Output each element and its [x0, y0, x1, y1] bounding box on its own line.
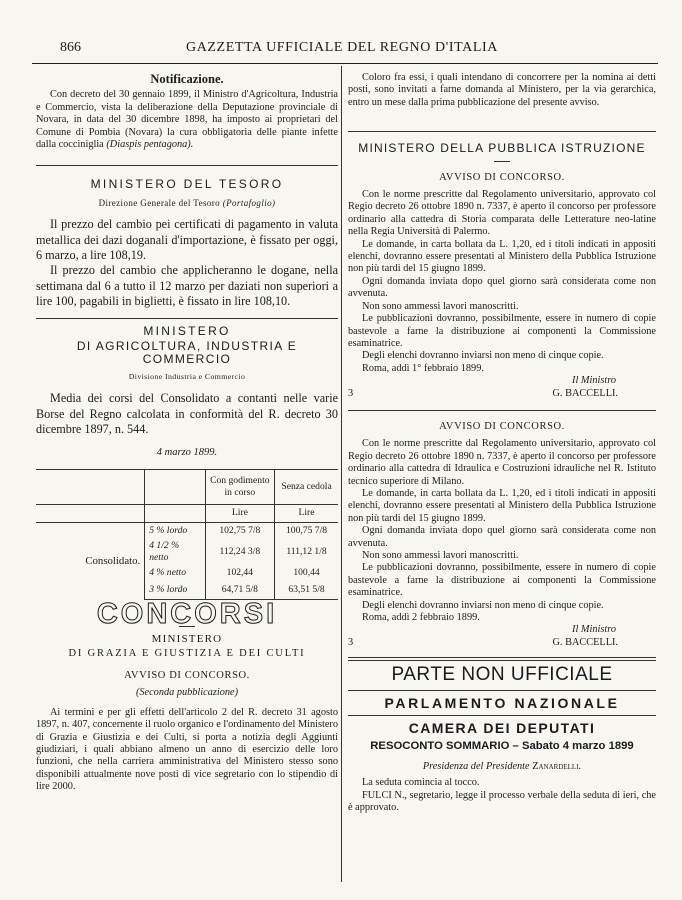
unit-lire-1: Lire: [205, 504, 274, 522]
agricoltura-heading-1: MINISTERO: [143, 323, 231, 338]
page-header: [24, 38, 660, 58]
concorsi-title: CONCORSI: [96, 597, 278, 630]
grazia-avviso-title: AVVISO DI CONCORSO.: [124, 669, 250, 681]
section-rule: [36, 318, 338, 319]
seduta-para-1: La seduta comincia al tocco.: [362, 777, 480, 789]
avviso-2-para: Con le norme prescritte dal Regolamento universitario, approvato col Regio decreto 26 ottobre 1890 n. 7337, è aperto il concorso per professore ordinario alla cattedra di Idraulica e Costruzioni idrauliche nel R. Istituto tecnico superiore di Milano.: [348, 438, 656, 487]
grazia-pubblicazione: (Seconda pubblicazione): [135, 687, 239, 699]
parlamento-heading: PARLAMENTO NAZIONALE: [384, 694, 620, 711]
avviso-1-title: AVVISO DI CONCORSO.: [439, 171, 565, 183]
grazia-ministero: MINISTERO: [151, 633, 223, 646]
table-units-row: [36, 504, 338, 522]
section-double-rule: [348, 657, 656, 661]
avviso-1-signer: G. BACCELLI.: [552, 387, 618, 399]
avviso-2-signer: G. BACCELLI.: [552, 636, 618, 648]
section-rule: [348, 131, 656, 132]
grazia-subtitle: DI GRAZIA E GIUSTIZIA E DEI CULTI: [68, 647, 306, 659]
row-value-1: 112,24 3/8: [205, 540, 274, 565]
avviso-1-para: Con le norme prescritte dal Regolamento universitario, approvato col Regio decreto 26 ottobre 1890 n. 7337, è aperto il concorso per professore ordinario alla cattedra di Storia comparata delle Letterature neo-latine nella Regia Università di Palermo.: [348, 189, 656, 238]
seduta-para-2: FULCI N., segretario, legge il processo verbale della seduta di ieri, che è approvato.: [348, 789, 656, 814]
table-row: [36, 522, 338, 540]
avviso-2-signature-line: [348, 637, 656, 649]
grazia-text: Ai termini e per gli effetti dell'articolo 2 del R. decreto 31 agosto 1897, n. 407, concernente il ruolo organico e l'ordinamento del Ministero di Grazia e Giustizia e dei Culti, si porta a notizia degli Aggiunti giudiziari, i quali abbiano almeno un anno di esercizio delle loro funzioni, che nella carriera amministrativa del Ministero stesso sono disponibili attualmente nove posti di vice segretario con lo stipendio di lire 2000.: [36, 706, 338, 793]
avviso-2-para: Degli elenchi dovranno inviarsi non meno di cinque copie.: [362, 599, 604, 611]
left-column: [36, 66, 338, 794]
avviso-2-signer-title: Il Ministro: [572, 624, 616, 636]
species-name: (Diaspis pentagona).: [106, 139, 194, 151]
avviso-1-para: Le pubblicazioni dovranno, possibilmente, essere in numero di copie bastevole a farne la distribuzione ai componenti la Commissione esaminatrice.: [348, 313, 656, 349]
column-divider: [341, 66, 342, 882]
section-rule: [348, 410, 656, 411]
short-rule: [494, 161, 510, 162]
tesoro-heading: MINISTERO DEL TESORO: [90, 177, 284, 192]
row-value-1: 102,75 7/8: [205, 522, 274, 540]
resoconto-heading: RESOCONTO SOMMARIO – Sabato 4 marzo 1899: [370, 740, 634, 753]
avviso-2-date: Roma, addì 2 febbraio 1899.: [362, 612, 480, 624]
table-header-row: [36, 469, 338, 504]
masthead: GAZZETTA UFFICIALE DEL REGNO D'ITALIA: [185, 40, 499, 55]
avviso-2-number: 3: [348, 636, 354, 648]
tesoro-direction: Direzione Generale del Tesoro (Portafoglio): [98, 197, 276, 208]
unit-lire-2: Lire: [275, 504, 338, 522]
agricoltura-date: 4 marzo 1899.: [156, 446, 218, 458]
parte-non-ufficiale-title: PARTE NON UFFICIALE: [391, 664, 613, 686]
avviso-1-para: Le domande, in carta bollata da L. 1,20, ed i titoli indicati in appositi elenchi, dovranno essere presentati al Ministero della Pubblica Istruzione non più tardi del 15 giugno 1899.: [348, 238, 656, 275]
avviso-1-date: Roma, addì 1° febbraio 1899.: [362, 362, 484, 374]
right-column: [348, 66, 656, 815]
agricoltura-intro: Media dei corsi del Consolidato a contanti nelle varie Borse del Regno calcolata in conformità del R. decreto 30 dicembre 1897, n. 544.: [36, 391, 338, 437]
avviso-1-para: Degli elenchi dovranno inviarsi non meno di cinque copie.: [362, 350, 604, 362]
avviso-2-para: Le domande, in carta bollata da L. 1,20, ed i titoli indicati in appositi elenchi, dovranno essere presentati al Ministero della Pubblica Istruzione non più tardi del 15 giugno 1899.: [348, 487, 656, 524]
grazia-text-continued: Coloro fra essi, i quali intendano di concorrere per la nomina ai detti posti, sono invitati a farne domanda al Ministero, per la via gerarchica, entro un mese dalla prima pubblicazione del presente avviso.: [348, 72, 656, 108]
avviso-2-para: Non sono ammessi lavori manoscritti.: [362, 550, 519, 561]
consolidato-table: [36, 469, 338, 600]
col-senza-cedola: Senza cedola: [275, 469, 338, 504]
istruzione-heading: MINISTERO DELLA PUBBLICA ISTRUZIONE: [358, 141, 646, 156]
avviso-2-para: Le pubblicazioni dovranno, possibilmente, essere in numero di copie bastevole a farne la distribuzione ai componenti la Commissione esaminatrice.: [348, 562, 656, 599]
avviso-2-title: AVVISO DI CONCORSO.: [439, 420, 565, 432]
row-value-1: 102,44: [205, 565, 274, 582]
consolidato-label: Consolidato.: [36, 522, 145, 599]
camera-heading: CAMERA DEI DEPUTATI: [408, 720, 596, 737]
row-name: 4 % netto: [145, 565, 205, 582]
row-value-2: 63,51 5/8: [275, 582, 338, 600]
avviso-1-para: Ogni domanda inviata dopo quel giorno sarà considerata come non avvenuta.: [348, 275, 656, 300]
agricoltura-division: Divisione Industria e Commercio: [128, 371, 246, 381]
avviso-1-signature-line: [348, 388, 656, 400]
section-rule: [348, 715, 656, 716]
notificazione-title: Notificazione.: [150, 72, 224, 86]
avviso-1-signer-title: Il Ministro: [572, 375, 616, 387]
avviso-1-number: 3: [348, 387, 354, 399]
section-rule: [348, 690, 656, 691]
row-value-2: 111,12 1/8: [275, 540, 338, 565]
header-rule: [32, 63, 658, 64]
row-value-1: 64,71 5/8: [205, 582, 274, 600]
col-godimento: Con godimento in corso: [205, 469, 274, 504]
page-number: 866: [60, 40, 81, 55]
row-name: 5 % lordo: [145, 522, 205, 540]
avviso-2-para: Ogni domanda inviata dopo quel giorno sarà considerata come non avvenuta.: [348, 525, 656, 549]
row-name: 3 % lordo: [145, 582, 205, 600]
section-rule: [36, 165, 338, 166]
agricoltura-heading-2: DI AGRICOLTURA, INDUSTRIA E COMMERCIO: [76, 339, 298, 366]
notificazione-text: Con decreto del 30 gennaio 1899, il Ministro d'Agricoltura, Industria e Commercio, vista la deliberazione della Deputazione provinciale di Novara, in data del 30 dicembre 1898, ha imposto ai proprietari del Comune di Pombia (Novara) la cura obbligatoria delle piante infette dalla cocciniglia (Diaspis pentagona).: [36, 89, 338, 151]
row-value-2: 100,44: [275, 565, 338, 582]
avviso-1-para: Non sono ammessi lavori manoscritti.: [362, 300, 519, 312]
tesoro-para-2: Il prezzo del cambio che applicheranno le dogane, nella settimana dal 6 a tutto il 12 marzo per daziati non superiori a lire 100, pagabili in biglietti, è fissato in lire 108,10.: [36, 263, 338, 309]
tesoro-para-1: Il prezzo del cambio pei certificati di pagamento in valuta metallica dei dazi doganali d'importazione, è fissato per oggi, 6 marzo, a lire 108,19.: [36, 217, 338, 263]
row-name: 4 1/2 % netto: [145, 540, 205, 565]
row-value-2: 100,75 7/8: [275, 522, 338, 540]
presidenza-line: Presidenza del Presidente Zanardelli.: [422, 760, 582, 772]
